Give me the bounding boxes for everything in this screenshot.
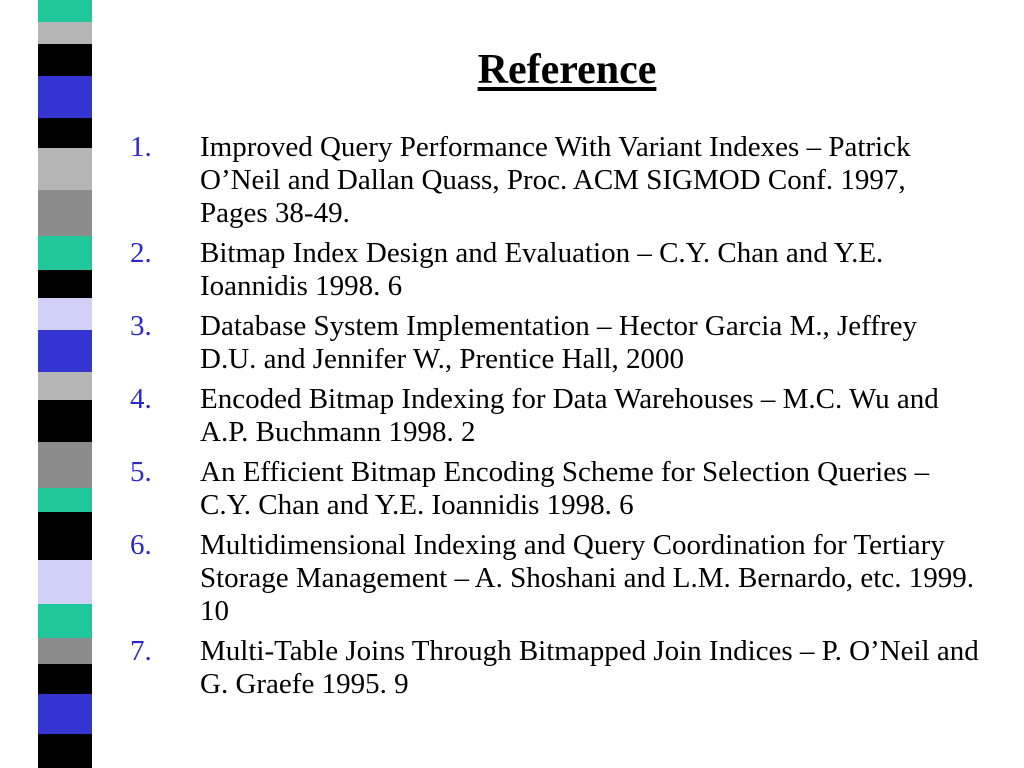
reference-number: 4.	[130, 383, 152, 415]
stripe-segment	[38, 694, 92, 734]
reference-item	[130, 310, 980, 376]
reference-number: 2.	[130, 237, 152, 269]
reference-number: 5.	[130, 456, 152, 488]
stripe-segment	[38, 488, 92, 512]
reference-text: An Efficient Bitmap Encoding Scheme for Selection Queries – C.Y. Chan and Y.E. Ioannidis 1998. 6	[200, 456, 930, 521]
reference-text: Multi-Table Joins Through Bitmapped Join Indices – P. O’Neil and G. Graefe 1995. 9	[200, 635, 979, 700]
stripe-segment	[38, 0, 92, 22]
stripe-segment	[38, 400, 92, 442]
slide-title: Reference	[477, 47, 657, 93]
reference-item	[130, 383, 980, 449]
reference-item	[130, 529, 980, 628]
reference-number: 7.	[130, 635, 152, 667]
reference-text: Bitmap Index Design and Evaluation – C.Y. Chan and Y.E. Ioannidis 1998. 6	[200, 237, 884, 302]
stripe-segment	[38, 148, 92, 190]
reference-item	[130, 456, 980, 522]
reference-text: Multidimensional Indexing and Query Coordination for Tertiary Storage Management – A. Shoshani and L.M. Bernardo, etc. 1999. 10	[200, 529, 974, 627]
stripe-segment	[38, 638, 92, 664]
reference-list	[130, 131, 980, 708]
stripe-segment	[38, 190, 92, 236]
reference-item	[130, 635, 980, 701]
reference-item	[130, 237, 980, 303]
stripe-segment	[38, 236, 92, 270]
reference-number: 1.	[130, 131, 152, 163]
stripe-segment	[38, 664, 92, 694]
stripe-segment	[38, 22, 92, 44]
stripe-segment	[38, 118, 92, 148]
stripe-segment	[38, 330, 92, 372]
stripe-segment	[38, 604, 92, 638]
stripe-segment	[38, 270, 92, 298]
reference-text: Improved Query Performance With Variant Indexes – Patrick O’Neil and Dallan Quass, Proc. ACM SIGMOD Conf. 1997, Pages 38-49.	[200, 131, 911, 229]
reference-text: Database System Implementation – Hector Garcia M., Jeffrey D.U. and Jennifer W., Prentice Hall, 2000	[200, 310, 917, 375]
stripe-segment	[38, 298, 92, 330]
stripe-segment	[38, 560, 92, 604]
reference-number: 6.	[130, 529, 152, 561]
stripe-segment	[38, 442, 92, 488]
stripe-segment	[38, 372, 92, 400]
stripe-segment	[38, 512, 92, 560]
reference-number: 3.	[130, 310, 152, 342]
reference-item	[130, 131, 980, 230]
decorative-stripe-bar	[0, 0, 110, 768]
stripe-segment	[38, 734, 92, 768]
reference-text: Encoded Bitmap Indexing for Data Warehouses – M.C. Wu and A.P. Buchmann 1998. 2	[200, 383, 939, 448]
